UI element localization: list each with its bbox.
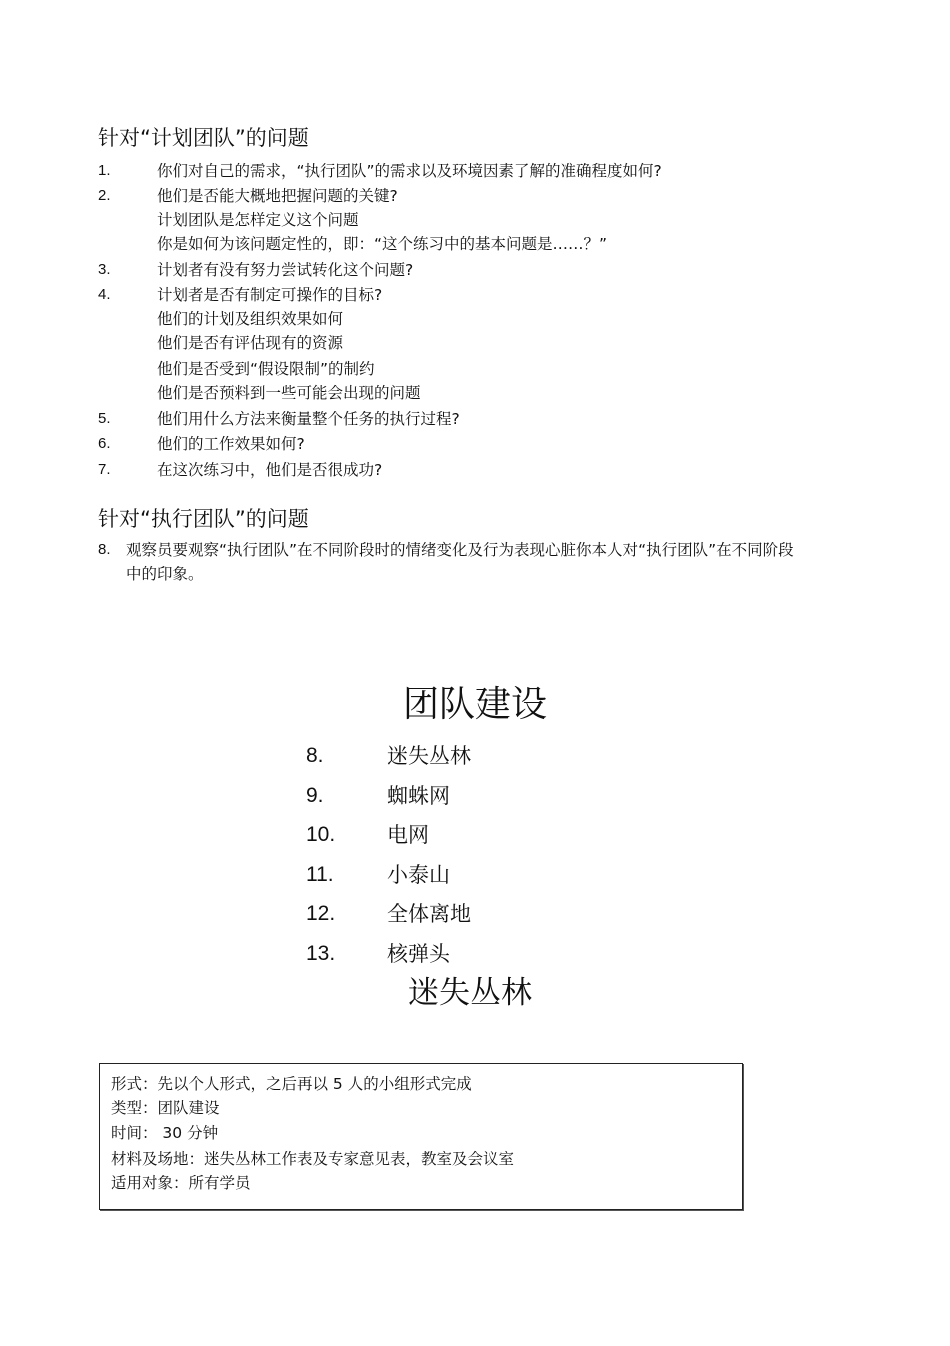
item-number: 6. xyxy=(98,435,111,452)
item-number: 2. xyxy=(98,187,111,204)
section-heading-execution: 针对“执行团队”的问题 xyxy=(98,507,309,531)
item-text: 观察员要观察“执行团队”在不同阶段时的情绪变化及行为表现心脏你本人对“执行团队”在不同阶段中的印象。 xyxy=(126,541,794,583)
item-text: 你是如何为该问题定性的，即：“这个练习中的基本问题是……？” xyxy=(157,235,608,253)
list-item xyxy=(98,538,798,586)
info-line-format: 形式：先以个人形式，之后再以 5 人的小组形式完成 xyxy=(111,1075,472,1093)
toc-label: 蜘蛛网 xyxy=(387,784,450,808)
item-text: 计划团队是怎样定义这个问题 xyxy=(157,211,359,229)
item-text: 你们对自己的需求，“执行团队”的需求以及环境因素了解的准确程度如何? xyxy=(157,162,662,180)
info-line-audience: 适用对象：所有学员 xyxy=(111,1174,251,1192)
item-text: 计划者有没有努力尝试转化这个问题? xyxy=(157,261,414,279)
item-text: 计划者是否有制定可操作的目标? xyxy=(157,286,383,304)
toc-number: 9. xyxy=(306,784,324,807)
section-heading-planning: 针对“计划团队”的问题 xyxy=(98,126,309,150)
info-line-materials: 材料及场地：迷失丛林工作表及专家意见表，教室及会议室 xyxy=(111,1150,515,1168)
toc-label: 核弹头 xyxy=(387,942,450,966)
toc-number: 10. xyxy=(306,823,336,846)
activity-title: 迷失丛林 xyxy=(408,975,532,1011)
toc-number: 11. xyxy=(306,863,334,886)
toc-number: 13. xyxy=(306,942,336,965)
activity-info-box xyxy=(99,1063,743,1210)
item-text: 他们是否有评估现有的资源 xyxy=(157,334,344,352)
toc-label: 全体离地 xyxy=(387,902,471,926)
item-number: 3. xyxy=(98,261,111,278)
item-text: 他们是否能大概地把握问题的关键? xyxy=(157,187,398,205)
item-text: 他们是否受到“假设限制”的制约 xyxy=(157,360,375,378)
toc-number: 12. xyxy=(306,902,336,925)
item-text: 他们的工作效果如何? xyxy=(157,435,305,453)
toc-number: 8. xyxy=(306,744,324,767)
item-text: 他们用什么方法来衡量整个任务的执行过程? xyxy=(157,410,460,428)
item-text: 他们的计划及组织效果如何 xyxy=(157,310,344,328)
item-text: 他们是否预料到一些可能会出现的问题 xyxy=(157,384,421,402)
item-number: 1. xyxy=(98,162,111,179)
info-line-time: 时间： 30 分钟 xyxy=(111,1124,219,1142)
item-number: 8. xyxy=(98,541,111,558)
item-number: 7. xyxy=(98,461,111,478)
info-line-type: 类型：团队建设 xyxy=(111,1099,220,1117)
page-title-team-building: 团队建设 xyxy=(402,684,547,725)
item-number: 4. xyxy=(98,286,111,303)
toc-label: 小泰山 xyxy=(387,863,450,887)
item-number: 5. xyxy=(98,410,111,427)
toc-label: 电网 xyxy=(387,823,429,847)
item-text: 在这次练习中，他们是否很成功? xyxy=(157,461,383,479)
toc-label: 迷失丛林 xyxy=(387,744,471,768)
